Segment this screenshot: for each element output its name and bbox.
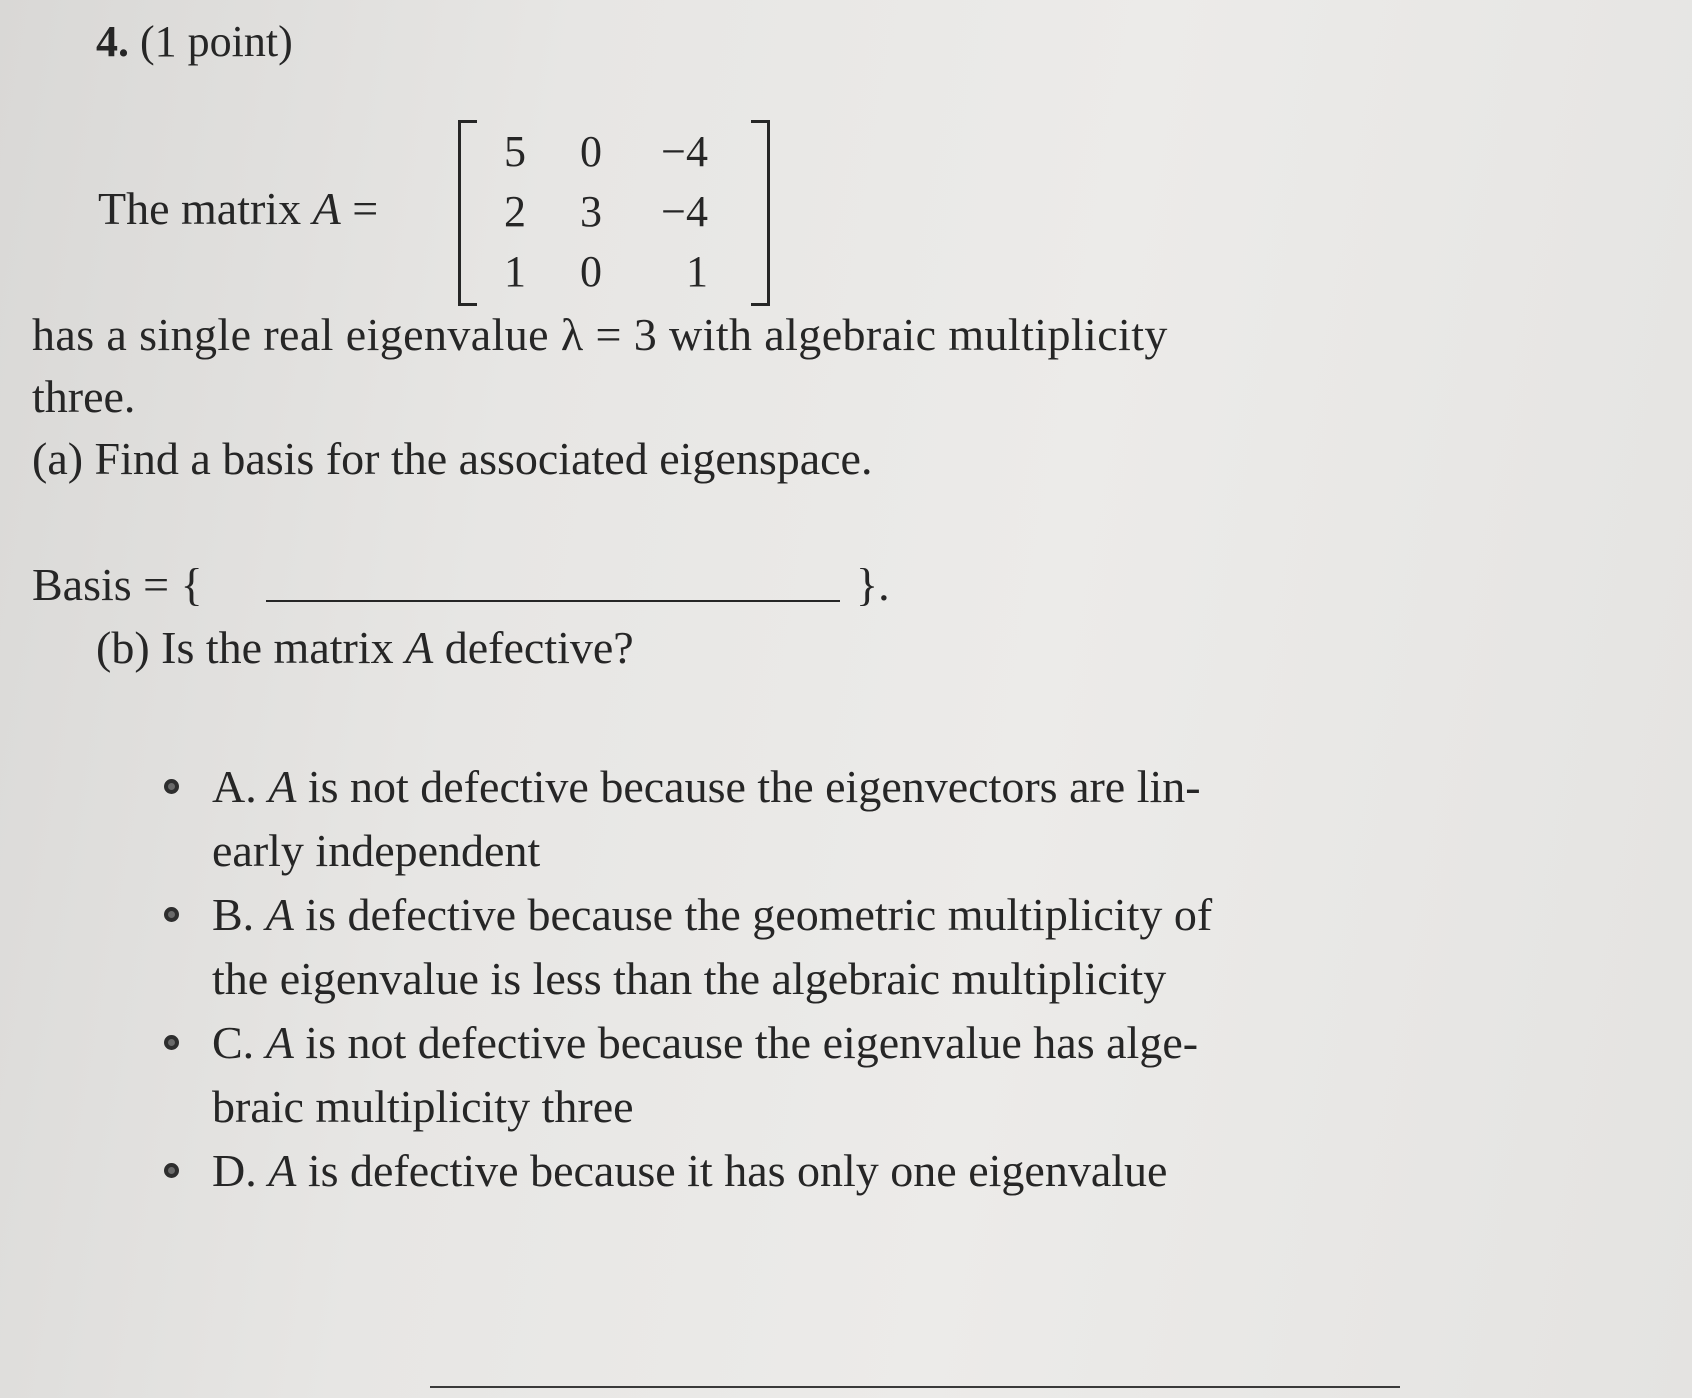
answer-options: [160, 755, 1400, 1203]
matrix-A: [458, 120, 770, 302]
eigenvalue-statement: has a single real eigenvalue λ = 3 with algebraic multiplicity: [32, 309, 1168, 360]
option-d[interactable]: [160, 1139, 1400, 1203]
basis-label: Basis = {: [32, 559, 203, 610]
basis-answer-field[interactable]: [266, 552, 840, 602]
option-letter: B.: [212, 889, 255, 940]
matrix-cell: 3: [580, 187, 602, 236]
matrix-cell: 1: [504, 247, 526, 296]
matrix-equals: =: [352, 183, 379, 234]
option-b[interactable]: [160, 883, 1400, 1011]
part-a-prompt: (a) Find a basis for the associated eigenspace.: [32, 433, 873, 484]
option-variable: A: [265, 1017, 294, 1068]
option-text: is not defective because the eigenvalue has alge-: [305, 1017, 1199, 1068]
option-variable: A: [268, 1145, 297, 1196]
option-text: is not defective because the eigenvectors are lin-: [307, 761, 1201, 812]
matrix-prefix: The matrix: [98, 183, 302, 234]
option-text-cont: the eigenvalue is less than the algebraic multiplicity: [212, 953, 1167, 1004]
matrix-cell: 0: [580, 247, 602, 296]
right-bracket: [751, 120, 770, 306]
matrix-label: [98, 183, 379, 234]
option-letter: A.: [212, 761, 257, 812]
matrix-variable: A: [312, 183, 341, 234]
radio-bullet-icon[interactable]: [164, 1035, 179, 1050]
matrix-cell: 5: [504, 127, 526, 176]
question-header: [96, 16, 293, 67]
bottom-divider: [430, 1386, 1400, 1388]
option-variable: A: [265, 889, 294, 940]
option-text: is defective because the geometric multiplicity of: [305, 889, 1213, 940]
matrix-cell: 2: [504, 187, 526, 236]
part-b-prompt-start: (b) Is the matrix: [96, 622, 394, 673]
matrix-cell: −4: [661, 187, 708, 236]
matrix-cell: −4: [661, 127, 708, 176]
eigenvalue-statement-cont: three.: [32, 371, 136, 422]
part-b-prompt: [96, 622, 634, 673]
option-text-cont: early independent: [212, 825, 541, 876]
option-text: is defective because it has only one eigenvalue: [307, 1145, 1168, 1196]
matrix-cell: 0: [580, 127, 602, 176]
option-c[interactable]: [160, 1011, 1400, 1139]
radio-bullet-icon[interactable]: [164, 1163, 179, 1178]
option-variable: A: [268, 761, 297, 812]
option-letter: D.: [212, 1145, 257, 1196]
option-a[interactable]: [160, 755, 1400, 883]
radio-bullet-icon[interactable]: [164, 907, 179, 922]
option-text-cont: braic multiplicity three: [212, 1081, 634, 1132]
question-number: 4.: [96, 17, 129, 66]
part-b-prompt-end: defective?: [444, 622, 634, 673]
option-letter: C.: [212, 1017, 255, 1068]
radio-bullet-icon[interactable]: [164, 779, 179, 794]
part-b-variable: A: [405, 622, 434, 673]
basis-close-brace: }.: [856, 559, 890, 610]
question-points: (1 point): [140, 17, 293, 66]
matrix-cell: 1: [686, 247, 708, 296]
